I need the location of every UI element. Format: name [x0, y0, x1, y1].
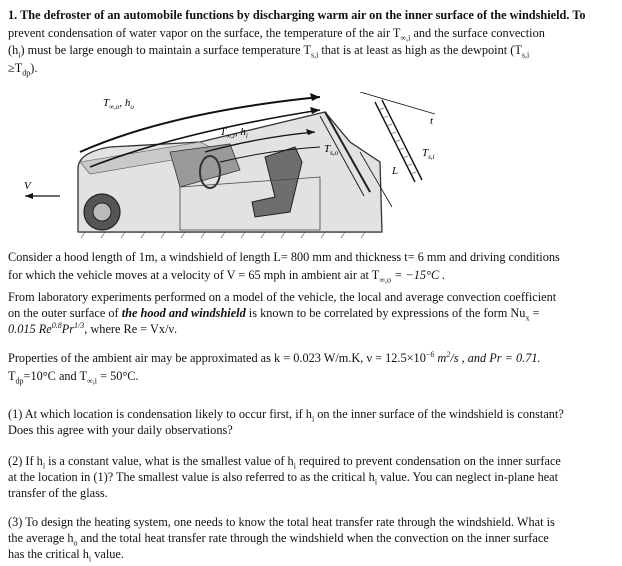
outer-airflow-arrowhead-1 — [310, 93, 320, 101]
question-1: (1) At which location is condensation likely to occur first, if $h_i$ on the inner surface of the windshield is constant? Does this agree with your daily observations? — [8, 407, 564, 437]
label-L: L — [392, 165, 399, 177]
label-Tso: $T_{s,o}$ — [324, 143, 339, 157]
label-V: V — [24, 180, 31, 192]
intro-line-3: $(h_i)$ must be large enough to maintain a surface temperature $T_{s,i}$ that is at least as high as the dewpoint ($T_{s,i}$ — [8, 43, 530, 60]
car-windshield-diagram — [20, 92, 450, 242]
question-3: (3) To design the heating system, one needs to know the total heat transfer rate through the windshield. What is the average $h_o$ and the total heat transfer rate through the windshield when the convection on the inner surface has the critical $h_i$ value. — [8, 515, 555, 564]
velocity-arrowhead — [25, 193, 33, 199]
properties-paragraph: Properties of the ambient air may be approximated as k = 0.023 W/m.K, $\nu = 12.5\times 10^{-6}$ $m^2/s$ , and Pr = 0.71. $T_{dp}=10^\circ C$ and $T_{\infty,i} = 50^\circ C$. — [8, 349, 541, 385]
label-Tsi: $T_{s,i}$ — [422, 147, 435, 161]
ground-hatch — [81, 232, 365, 238]
thickness-dim-line — [360, 92, 435, 114]
label-t: t — [430, 115, 434, 127]
label-outer: $T_{\infty,o}$, $h_o$ — [103, 97, 134, 111]
front-wheel-hub — [93, 203, 111, 221]
problem-statement — [8, 7, 614, 77]
intro-line-4: $\ge T_{dp}$). — [8, 60, 38, 77]
intro-line-1: 1. The defroster of an automobile functions by discharging warm air on the inner surface of the windshield. To — [8, 8, 586, 22]
conditions-paragraph: Consider a hood length of 1m, a windshield of length L= 800 mm and thickness t= 6 mm and driving conditions for which the vehicle moves at a velocity of V = 65 mph in ambient air at $T_{\infty,o} = -15^\circ C$ . — [8, 250, 560, 284]
label-inner: $T_{\infty,i}$, $h_i$ — [220, 126, 248, 140]
intro-line-2: prevent condensation of water vapor on the surface, the temperature of the air $T_{\infty,i}$ and the surface convection — [8, 25, 545, 42]
question-2: (2) If $h_i$ is a constant value, what is the smallest value of $h_i$ required to prevent condensation on the inner surface at the location in (1)? The smallest value is also referred to as the critical $h_i$ value. You can neglect in-plane heat transfer of the glass. — [8, 454, 561, 500]
lab-paragraph: From laboratory experiments performed on a model of the vehicle, the local and average convection coefficient on the outer surface of the hood and windshield is known to be correlated by expressions of the form $Nu_x$ = 0.015 $Re^{0.8}Pr^{1/3}$, where Re = Vx/ν. — [8, 290, 557, 336]
windshield-detail-right — [382, 100, 422, 180]
